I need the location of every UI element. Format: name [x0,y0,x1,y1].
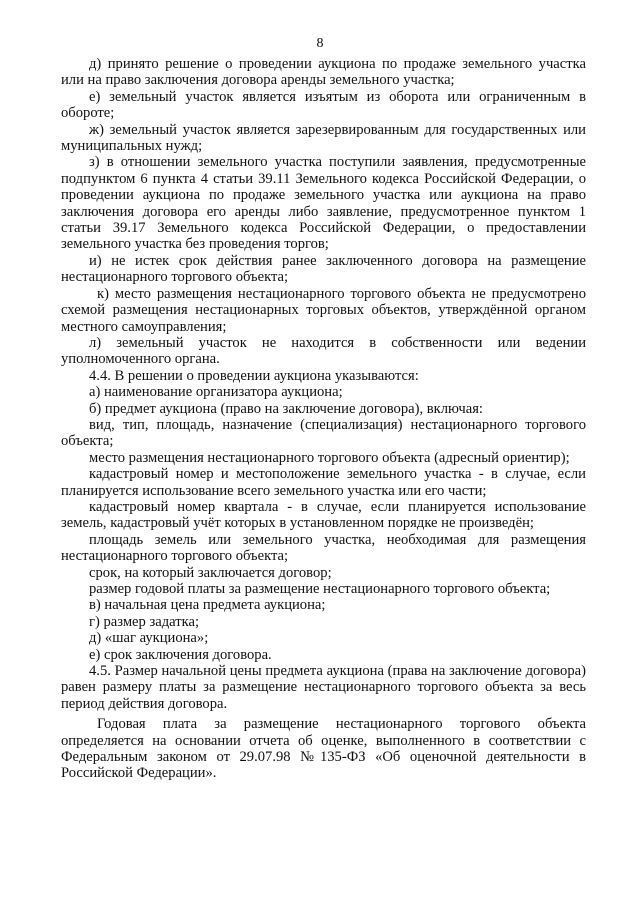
list-item-annual-fee: размер годовой платы за размещение нестационарного торгового объекта; [89,581,551,597]
list-item-location: место размещения нестационарного торгового объекта (адресный ориентир); [89,449,570,466]
list-item-a: а) наименование организатора аукциона; [89,384,343,401]
paragraph-item-k: к) место размещения нестационарного торгового объекта не предусмотрено схемой размещения нестационарных торговых объектов, утверждённой органом местного самоуправления; [61,285,586,335]
list-item-area: площадь земель или земельного участка, необходимая для размещения нестационарного торгового объекта; [61,531,586,565]
list-item-v: в) начальная цена предмета аукциона; [89,597,326,614]
list-item-e-term: е) срок заключения договора. [89,646,272,663]
page-number: 8 [316,36,324,51]
section-4-5: 4.5. Размер начальной цены предмета аукциона (права на заключение договора) равен размеру платы за размещение нестационарного торгового объекта за весь период действия договора. [61,663,586,712]
document-body [61,56,586,782]
paragraph-item-l: л) земельный участок не находится в собственности или ведении уполномоченного органа. [61,334,586,368]
paragraph-annual-fee: Годовая плата за размещение нестационарного торгового объекта определяется на основании отчета об оценке, выполненного в соответствии с Федеральным законом от 29.07.98 №135-ФЗ «Об оценочной деятельности в Российской Федерации». [61,716,586,782]
paragraph-item-zh: ж) земельный участок является зарезервированным для государственных или муниципальных нужд; [61,121,586,155]
list-item-g: г) размер задатка; [89,613,200,630]
section-4-4-heading: 4.4. В решении о проведении аукциона указываются: [89,367,419,384]
paragraph-item-i: и) не истек срок действия ранее заключенного договора на размещение нестационарного торгового объекта; [61,252,586,286]
paragraph-item-z: з) в отношении земельного участка поступили заявления, предусмотренные подпунктом 6 пункта 4 статьи 39.11 Земельного кодекса Российской Федерации, о проведении аукциона по продаже земельного участка или аукциона на право заключения договора его аренды либо заявление, предусмотренное пунктом 1 статьи 39.17 Земельного кодекса Российской Федерации, о предоставлении земельного участка без проведения торгов; [61,154,586,253]
paragraph-item-e: е) земельный участок является изъятым из оборота или ограниченным в обороте; [61,88,586,122]
list-item-d-step: д) «шаг аукциона»; [89,630,209,647]
list-item-term: срок, на который заключается договор; [89,564,332,581]
list-item-b: б) предмет аукциона (право на заключение договора), включая: [89,400,483,417]
list-item-cadastral-number: кадастровый номер и местоположение земельного участка - в случае, если планируется использование всего земельного участка или его части; [61,466,586,499]
list-item-type: вид, тип, площадь, назначение (специализация) нестационарного торгового объекта; [61,416,586,450]
list-item-cadastral-quarter: кадастровый номер квартала - в случае, если планируется использование земель, кадастровый учёт которых в установленном порядке не произведён; [61,498,586,532]
paragraph-item-d: д) принято решение о проведении аукциона по продаже земельного участка или на право заключения договора аренды земельного участка; [61,56,586,89]
